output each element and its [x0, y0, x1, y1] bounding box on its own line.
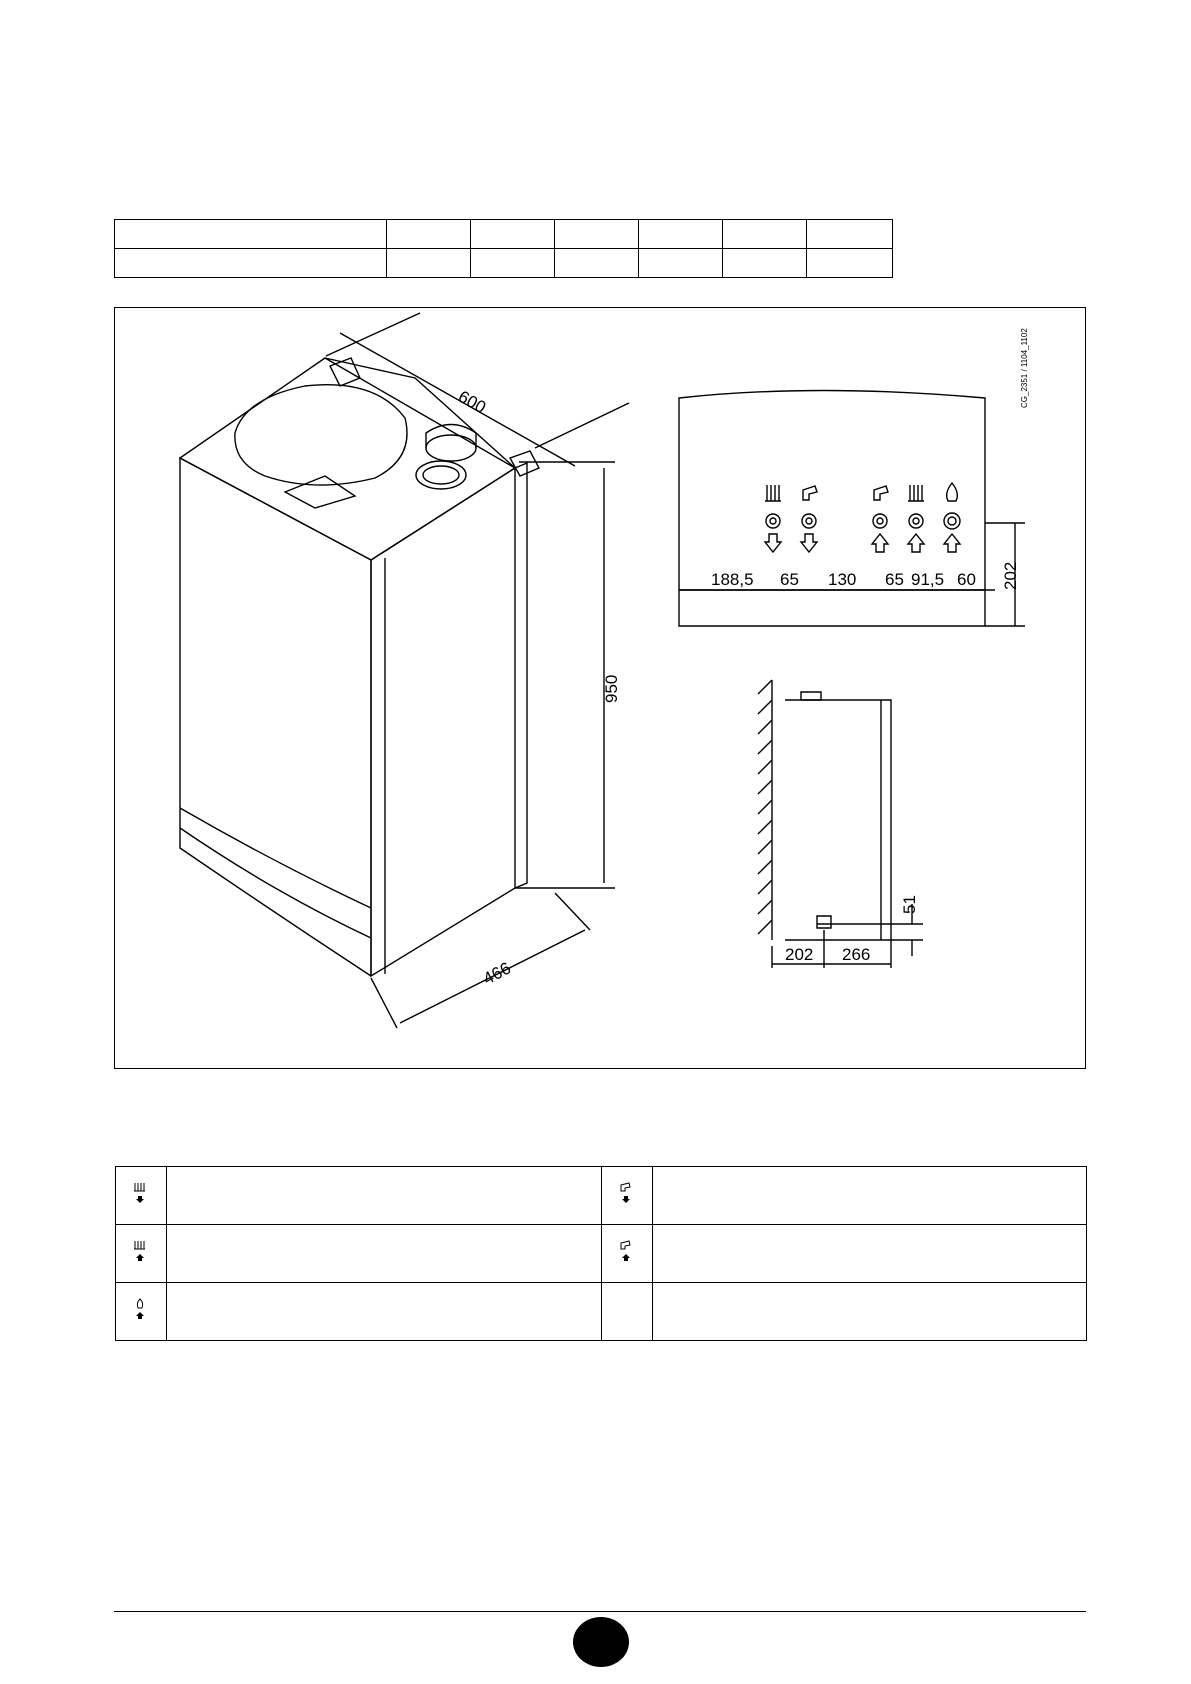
spec-cell — [471, 220, 555, 249]
spacing-label: 91,5 — [911, 570, 945, 589]
boiler-bottom-edge — [180, 828, 371, 976]
legend-text — [167, 1283, 602, 1341]
connection-legend-table — [115, 1166, 1087, 1341]
legend-text — [653, 1167, 1087, 1225]
legend-text — [167, 1225, 602, 1283]
legend-row — [116, 1167, 1087, 1225]
dimension-drawing-svg — [115, 308, 1087, 1070]
spec-cell — [723, 220, 807, 249]
depth-label: 466 — [479, 958, 514, 989]
boiler-side — [371, 468, 515, 976]
boiler-bottom-panel-line — [180, 808, 371, 908]
tap-icon — [803, 486, 817, 500]
spacing-label: 60 — [957, 570, 976, 589]
arrow-up-icon — [908, 534, 924, 552]
technical-drawing — [114, 307, 1086, 1069]
spec-cell — [807, 220, 893, 249]
spec-cell — [723, 249, 807, 278]
flame-icon — [947, 483, 958, 501]
wall-distance-label: 202 — [785, 945, 814, 964]
reference-code: CG_2351 / 1104_1102 — [1020, 328, 1029, 408]
connection-height-label: 202 — [1001, 561, 1020, 590]
tap-inlet-icon — [602, 1225, 653, 1283]
height-label: 950 — [602, 674, 621, 703]
radiator-flow-icon — [116, 1167, 167, 1225]
side-view-outline — [785, 700, 891, 940]
side-depth-label: 266 — [842, 945, 871, 964]
spec-row — [115, 249, 893, 278]
spec-table — [114, 219, 893, 278]
page-number-badge — [573, 1617, 629, 1667]
spec-cell — [639, 249, 723, 278]
spec-row — [115, 220, 893, 249]
flue-outlet — [426, 435, 476, 461]
legend-text — [167, 1167, 602, 1225]
width-label: 600 — [455, 386, 490, 418]
bottom-offset-label: 51 — [900, 895, 919, 914]
spec-cell — [115, 220, 387, 249]
spec-cell — [555, 249, 639, 278]
spec-cell — [387, 220, 471, 249]
arrow-up-icon — [944, 534, 960, 552]
spec-cell — [387, 249, 471, 278]
arrow-down-icon — [801, 534, 817, 552]
legend-row — [116, 1225, 1087, 1283]
legend-text — [653, 1283, 1087, 1341]
gas-inlet-icon — [116, 1283, 167, 1341]
arrow-down-icon — [765, 534, 781, 552]
spec-cell — [807, 249, 893, 278]
spec-cell — [471, 249, 555, 278]
arrow-up-icon — [872, 534, 888, 552]
wall-hatch — [758, 680, 772, 934]
legend-empty-icon-cell — [602, 1283, 653, 1341]
legend-text — [653, 1225, 1087, 1283]
spacing-label: 130 — [828, 570, 857, 589]
legend-row — [116, 1283, 1087, 1341]
radiator-icon — [908, 485, 924, 501]
spec-cell — [639, 220, 723, 249]
spacing-label: 188,5 — [711, 570, 754, 589]
radiator-icon — [765, 485, 781, 501]
flue-stub — [801, 692, 821, 700]
tap-icon — [874, 486, 888, 500]
gas-valve — [817, 916, 831, 928]
spec-cell — [555, 220, 639, 249]
spec-cell — [115, 249, 387, 278]
spacing-label: 65 — [780, 570, 799, 589]
boiler-front-left — [180, 458, 371, 938]
tap-outlet-icon — [602, 1167, 653, 1225]
spacing-label: 65 — [885, 570, 904, 589]
radiator-return-icon — [116, 1225, 167, 1283]
footer-rule — [114, 1611, 1086, 1612]
cover-flap — [285, 476, 355, 508]
fan-housing — [235, 385, 407, 485]
